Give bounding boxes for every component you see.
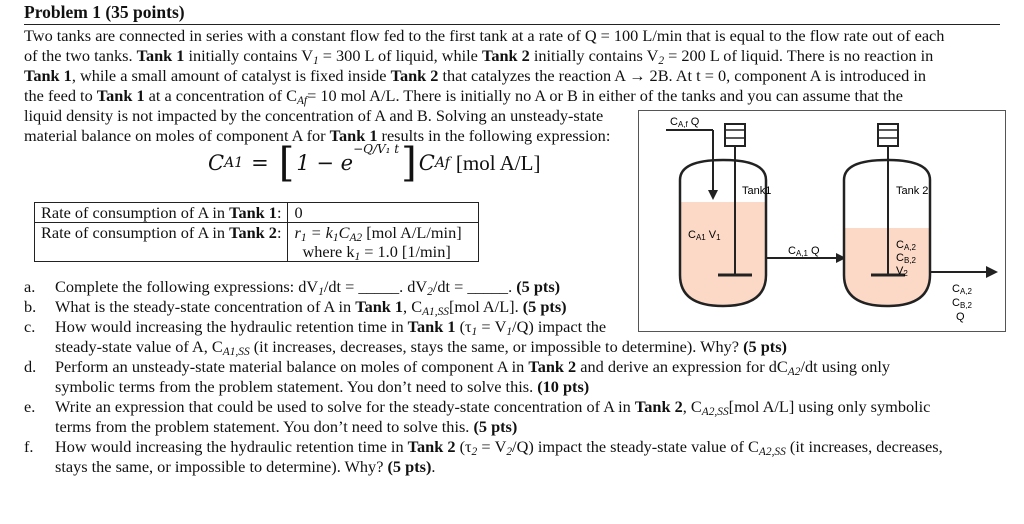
eq-bracket-open: [ [278, 140, 295, 186]
question-e-cont: terms from the problem statement. You don’t need to solve this. (5 pts) [55, 417, 518, 436]
intro-text: = 200 L of liquid. There is no reaction in [664, 46, 934, 65]
tank1-ref: Tank 1 [24, 66, 72, 85]
intro-text: liquid density is not impacted by the concentration of A and B. Solving an unsteady-state [24, 106, 604, 125]
transfer-label: CA,1 Q [788, 245, 820, 258]
tank1-name: Tank1 [742, 185, 772, 197]
tank2-ca: CA,2 [896, 239, 916, 252]
intro-text: Two tanks are connected in series with a constant flow fed to the first tank at a rate of Q = 100 L/min that is equal to the flow rate out of each [24, 26, 945, 45]
ca1-equation: C A1 = [ 1 − e −Q/V₁ t ] C Af [mol A/L] [208, 140, 541, 186]
eq-exponent: −Q/V₁ t [353, 142, 400, 156]
eq-unit: [mol A/L] [455, 150, 541, 175]
question-e: e. Write an expression that could be used to solve for the steady-state concentration of A in Tank 2, $C_{A2,SS}[mol$ A/L] using only symbolic [24, 397, 931, 418]
table-row [35, 223, 479, 262]
intro-text: = 300 L of liquid, while [318, 46, 482, 65]
rate-value-tank2: $r_1 = k_1C_{A2}$ [mol A/L/min] where $k_1 = 1.0$ [1/min] [288, 223, 479, 262]
intro-text: at a concentration of C [144, 86, 297, 105]
intro-text: results in the following expression: [377, 126, 611, 145]
eq-equals: = [251, 151, 269, 175]
intro-text: the feed to [24, 86, 97, 105]
problem-title: Problem 1 (35 points) [24, 2, 185, 22]
tank1-motor [725, 124, 745, 146]
intro-line-4 [24, 86, 903, 106]
question-f-cont: stays the same, or impossible to determine). Why? (5 pts). [55, 457, 436, 476]
intro-text: initially contains V [184, 46, 314, 65]
eq-one-minus-exp: 1 − e [296, 151, 354, 175]
tank2-ref: Tank 2 [481, 46, 530, 65]
intro-line-5 [24, 106, 603, 126]
tank2-name: Tank 2 [896, 185, 929, 197]
intro-text: that catalyzes the reaction A → 2B. At t = 0, component A is introduced in [438, 66, 927, 85]
intro-line-3 [24, 66, 926, 86]
tank2-cb: CB,2 [896, 252, 916, 265]
tank1-ref: Tank 1 [136, 46, 185, 65]
question-d-cont: symbolic terms from the problem statement. You don’t need to solve this. (10 pts) [55, 377, 590, 396]
intro-text: = 10 mol A/L. There is initially no A or B in either of the tanks and you can assume that the [307, 86, 903, 105]
intro-line-2 [24, 46, 933, 66]
rate-label-tank1: Rate of consumption of A in Tank 1: [35, 203, 288, 223]
tank-diagram [638, 110, 1006, 332]
subscript: 2 [658, 54, 665, 67]
question-a: a. Complete the following expressions: $dV_1/dt$ = _____. $dV_2/dt$ = _____. (5 pts) [24, 277, 561, 298]
rates-table [34, 202, 479, 262]
eq-bracket-close: ] [401, 140, 417, 186]
subscript: 1 [313, 54, 319, 67]
question-f: f. How would increasing the hydraulic retention time in Tank 2 $(\tau_2 = V_2/Q)$ impact the steady-state value of $C_{A2,SS}$ (it increases, decreases, [24, 437, 943, 458]
question-c: c. How would increasing the hydraulic retention time in Tank 1 $(\tau_1 = V_1/Q)$ impact the [24, 317, 607, 338]
intro-text: initially contains V [529, 46, 659, 65]
tank2-v: V2 [896, 265, 908, 278]
tank2-ref: Tank 2 [390, 66, 439, 85]
eq-caf: C [418, 151, 435, 175]
tank1-ref: Tank 1 [96, 86, 145, 105]
question-d: d. Perform an unsteady-state material balance on moles of component A in Tank 2 and derive an expression for $dC_{A2}/dt$ using only [24, 357, 891, 378]
subscript: Af [296, 94, 308, 107]
intro-line-1 [24, 26, 944, 46]
outlet-q: Q [956, 311, 965, 323]
intro-text: of the two tanks. [24, 46, 137, 65]
intro-text: material balance on moles of component A for [24, 126, 330, 145]
eq-lhs: C [208, 151, 225, 175]
rate-value-tank1: 0 [288, 203, 479, 223]
title-rule [24, 24, 1000, 25]
tank2-motor [878, 124, 898, 146]
tank1-contents: CA1 V1 [688, 229, 721, 242]
tank1-ref: Tank 1 [329, 126, 378, 145]
question-b: b. What is the steady-state concentration of A in Tank 1, $C_{A1,SS}[mol$ A/L]. (5 pts) [24, 297, 567, 318]
feed-label: CA,f Q [670, 116, 700, 129]
intro-text: , while a small amount of catalyst is fixed inside [71, 66, 391, 85]
question-c-cont: steady-state value of A, $C_{A1,SS}$ (it increases, decreases, stays the same, or impossible to determine). Why? (5 pts) [55, 337, 787, 358]
rate-label-tank2: Rate of consumption of A in Tank 2: [35, 223, 288, 262]
tank1-liquid [680, 202, 766, 306]
outlet-cb: CB,2 [952, 297, 972, 310]
outlet-ca: CA,2 [952, 283, 972, 296]
table-row [35, 203, 479, 223]
